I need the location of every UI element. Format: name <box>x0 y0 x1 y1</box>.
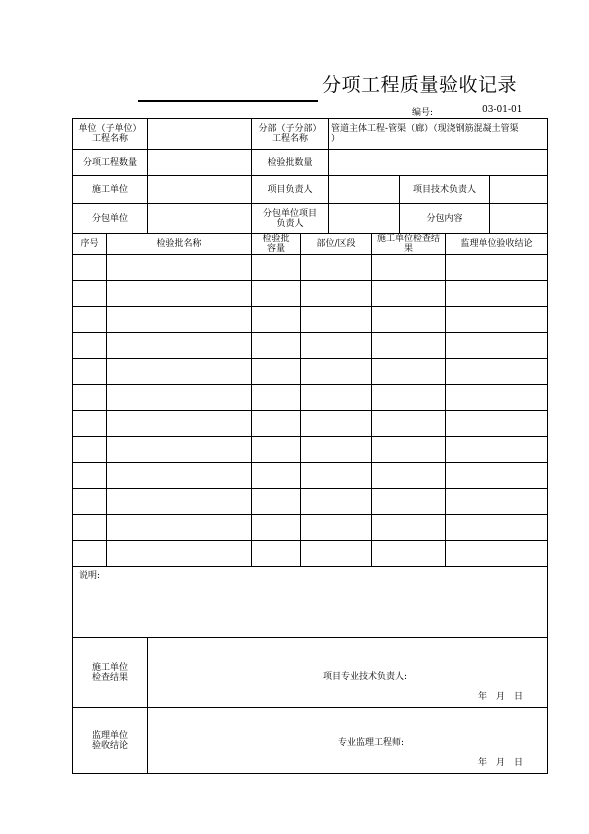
unit-name-label: 单位（子单位） 工程名称 <box>73 119 148 150</box>
table-cell[interactable] <box>301 437 372 463</box>
sub-content-value[interactable] <box>490 204 548 234</box>
table-cell[interactable] <box>107 489 252 515</box>
table-cell[interactable] <box>73 515 107 541</box>
construction-check-cell[interactable] <box>148 638 548 708</box>
unit-name-value[interactable] <box>148 119 252 150</box>
table-cell[interactable] <box>107 255 252 281</box>
table-cell[interactable] <box>252 385 301 411</box>
table-cell[interactable] <box>372 281 446 307</box>
construction-check-row <box>73 638 548 708</box>
header-construction-result: 施工单位检查结果 <box>372 234 446 255</box>
info-row-3 <box>73 176 548 204</box>
subcontractor-value[interactable] <box>148 204 252 234</box>
construction-check-label: 施工单位 检查结果 <box>73 638 148 708</box>
constructor-label: 施工单位 <box>73 176 148 204</box>
item-count-label: 分项工程数量 <box>73 150 148 176</box>
note-row <box>73 567 548 638</box>
table-row <box>73 255 548 281</box>
table-cell[interactable] <box>107 541 252 567</box>
table-cell[interactable] <box>73 359 107 385</box>
table-cell[interactable] <box>446 463 548 489</box>
table-cell[interactable] <box>446 541 548 567</box>
table-cell[interactable] <box>107 411 252 437</box>
table-cell[interactable] <box>446 307 548 333</box>
info-row-2 <box>73 150 548 176</box>
table-cell[interactable] <box>107 281 252 307</box>
table-cell[interactable] <box>301 281 372 307</box>
header-location: 部位/区段 <box>301 234 372 255</box>
table-cell[interactable] <box>73 463 107 489</box>
tech-lead-value[interactable] <box>490 176 548 204</box>
table-cell[interactable] <box>372 411 446 437</box>
table-cell[interactable] <box>107 333 252 359</box>
table-cell[interactable] <box>372 515 446 541</box>
code-value: 03-01-01 <box>482 105 523 115</box>
page-title: 分项工程质量验收记录 <box>322 74 518 96</box>
construction-date: 年 月 日 <box>478 692 524 702</box>
table-cell[interactable] <box>73 385 107 411</box>
constructor-value[interactable] <box>148 176 252 204</box>
subcontractor-label: 分包单位 <box>73 204 148 234</box>
table-cell[interactable] <box>252 463 301 489</box>
table-cell[interactable] <box>73 333 107 359</box>
table-cell[interactable] <box>107 359 252 385</box>
table-cell[interactable] <box>252 541 301 567</box>
table-cell[interactable] <box>372 489 446 515</box>
table-cell[interactable] <box>301 255 372 281</box>
table-cell[interactable] <box>73 255 107 281</box>
table-cell[interactable] <box>107 515 252 541</box>
title-underline <box>138 100 318 102</box>
supervision-signer-label: 专业监理工程师: <box>338 738 405 748</box>
table-cell[interactable] <box>252 437 301 463</box>
table-cell[interactable] <box>446 437 548 463</box>
table-cell[interactable] <box>301 411 372 437</box>
table-cell[interactable] <box>301 333 372 359</box>
table-row <box>73 385 548 411</box>
info-row-4 <box>73 204 548 234</box>
table-cell[interactable] <box>107 437 252 463</box>
info-row-1 <box>73 119 548 150</box>
header-supervision-result: 监理单位验收结论 <box>446 234 548 255</box>
table-cell[interactable] <box>252 333 301 359</box>
table-cell[interactable] <box>446 411 548 437</box>
table-row <box>73 437 548 463</box>
table-cell[interactable] <box>372 307 446 333</box>
table-cell[interactable] <box>301 515 372 541</box>
table-cell[interactable] <box>73 307 107 333</box>
table-cell[interactable] <box>372 359 446 385</box>
supervision-check-label: 监理单位 验收结论 <box>73 708 148 774</box>
batch-count-value[interactable] <box>329 150 548 176</box>
division-name-label: 分部（子分部） 工程名称 <box>252 119 329 150</box>
table-cell[interactable] <box>372 333 446 359</box>
sub-pm-label: 分包单位项目 负责人 <box>252 204 329 234</box>
record-table <box>72 118 548 774</box>
table-cell[interactable] <box>252 411 301 437</box>
table-cell[interactable] <box>252 515 301 541</box>
table-header-row <box>73 234 548 255</box>
table-cell[interactable] <box>372 385 446 411</box>
table-cell[interactable] <box>372 437 446 463</box>
header-batch-name: 检验批名称 <box>107 234 252 255</box>
table-cell[interactable] <box>446 515 548 541</box>
sub-pm-value[interactable] <box>329 204 400 234</box>
table-cell[interactable] <box>372 463 446 489</box>
division-name-value[interactable]: 管道主体工程-管渠（廊）（现浇钢筋混凝土管渠 ） <box>329 119 548 150</box>
table-cell[interactable] <box>73 489 107 515</box>
table-cell[interactable] <box>107 307 252 333</box>
item-count-value[interactable] <box>148 150 252 176</box>
table-cell[interactable] <box>372 255 446 281</box>
table-row <box>73 515 548 541</box>
header-batch-capacity: 检验批 容量 <box>252 234 301 255</box>
supervision-check-row <box>73 708 548 774</box>
supervision-check-cell[interactable] <box>148 708 548 774</box>
table-cell[interactable] <box>301 385 372 411</box>
project-manager-value[interactable] <box>329 176 400 204</box>
header-seq: 序号 <box>73 234 107 255</box>
table-row <box>73 411 548 437</box>
table-cell[interactable] <box>301 307 372 333</box>
table-row <box>73 281 548 307</box>
construction-signer-label: 项目专业技术负责人: <box>323 672 408 682</box>
code-label: 编号: <box>412 108 434 118</box>
table-cell[interactable] <box>107 463 252 489</box>
table-cell[interactable] <box>252 255 301 281</box>
table-cell[interactable] <box>252 307 301 333</box>
table-cell[interactable] <box>301 489 372 515</box>
note-label: 说明: <box>79 571 101 581</box>
table-row <box>73 359 548 385</box>
table-cell[interactable] <box>73 541 107 567</box>
table-cell[interactable] <box>252 281 301 307</box>
table-cell[interactable] <box>107 385 252 411</box>
table-cell[interactable] <box>372 541 446 567</box>
note-cell[interactable] <box>73 567 548 638</box>
table-row <box>73 541 548 567</box>
table-row <box>73 489 548 515</box>
table-cell[interactable] <box>301 541 372 567</box>
sub-content-label: 分包内容 <box>400 204 490 234</box>
supervision-date: 年 月 日 <box>478 758 524 768</box>
table-cell[interactable] <box>446 489 548 515</box>
table-cell[interactable] <box>73 437 107 463</box>
table-cell[interactable] <box>252 489 301 515</box>
table-row <box>73 333 548 359</box>
table-row <box>73 463 548 489</box>
table-cell[interactable] <box>446 333 548 359</box>
tech-lead-label: 项目技术负责人 <box>400 176 490 204</box>
table-cell[interactable] <box>301 359 372 385</box>
table-cell[interactable] <box>446 255 548 281</box>
project-manager-label: 项目负责人 <box>252 176 329 204</box>
table-row <box>73 307 548 333</box>
batch-count-label: 检验批数量 <box>252 150 329 176</box>
table-cell[interactable] <box>301 463 372 489</box>
table-cell[interactable] <box>73 411 107 437</box>
table-cell[interactable] <box>446 359 548 385</box>
table-cell[interactable] <box>252 359 301 385</box>
table-cell[interactable] <box>73 281 107 307</box>
table-cell[interactable] <box>446 281 548 307</box>
table-cell[interactable] <box>446 385 548 411</box>
